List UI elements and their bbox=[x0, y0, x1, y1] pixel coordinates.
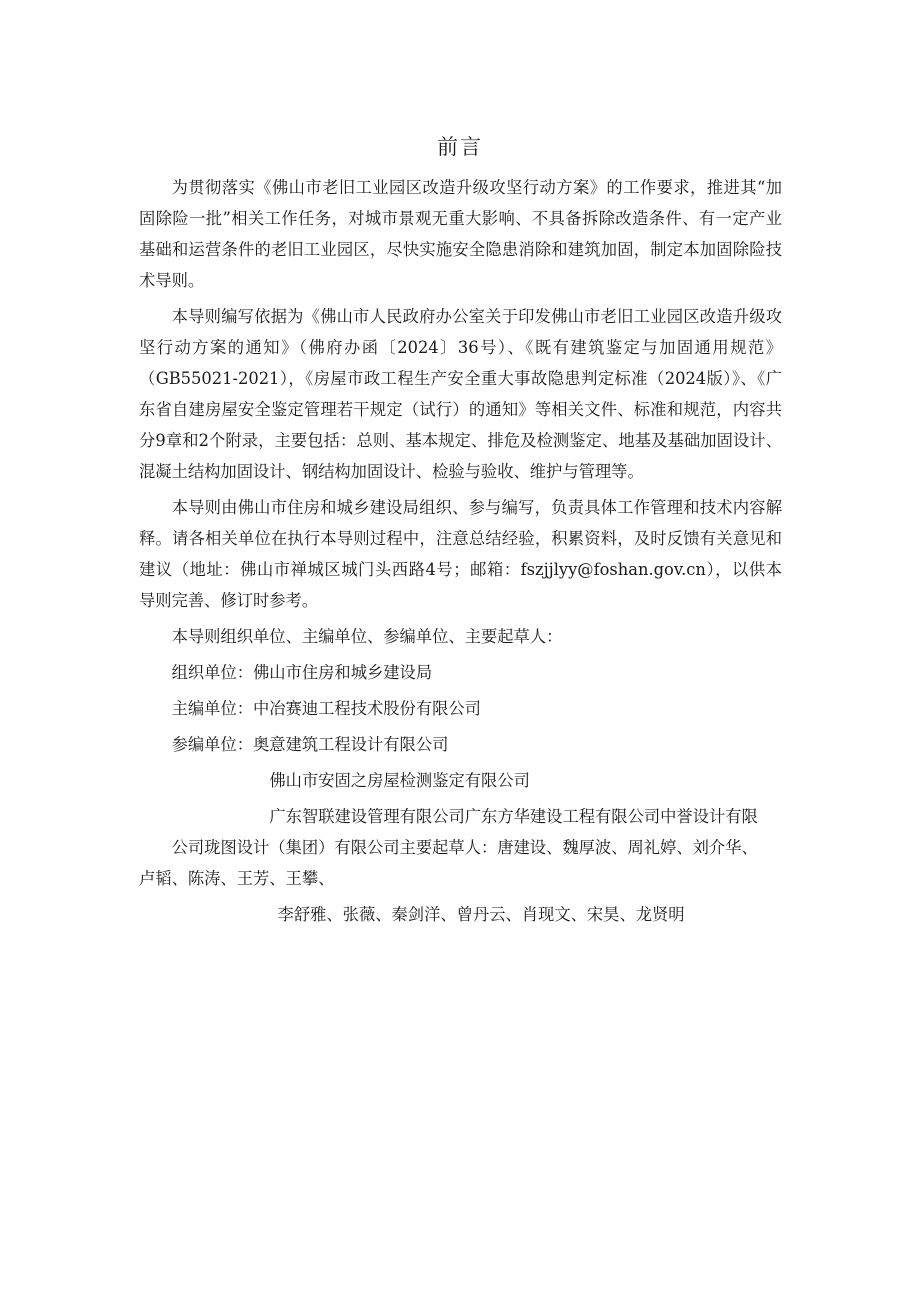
paragraph-basis: 本导则编写依据为《佛山市人民政府办公室关于印发佛山市老旧工业园区改造升级攻坚行动方案的通知》（佛府办函〔2024〕36号）、《既有建筑鉴定与加固通用规范》（GB55021-2021），《房屋市政工程生产安全重大事故隐患判定标准（2024版）》、《广东省自建房屋安全鉴定管理若干规定（试行）的通知》等相关文件、标准和规范，内容共分9章和2个附录，主要包括：总则、基本规定、排危及检测鉴定、地基及基础加固设计、混凝土结构加固设计、钢结构加固设计、检验与验收、维护与管理等。 bbox=[139, 307, 782, 481]
chief-editor-unit: 主编单位：中冶赛迪工程技术股份有限公司 bbox=[171, 699, 481, 718]
paragraph-purpose: 为贯彻落实《佛山市老旧工业园区改造升级攻坚行动方案》的工作要求，推进其“加固除险一批”相关工作任务，对城市景观无重大影响、不具备拆除改造条件、有一定产业基础和运营条件的老旧工业园区，尽快实施安全隐患消除和建筑加固，制定本加固除险技术导则。 bbox=[139, 178, 782, 290]
co-editor-unit-3-line2: 公司珑图设计（集团）有限公司主要起草人：唐建设、魏厚波、周礼婷、刘介华、 bbox=[171, 838, 758, 857]
document-body bbox=[139, 172, 782, 930]
organizer-unit: 组织单位：佛山市住房和城乡建设局 bbox=[171, 663, 433, 682]
paragraph-feedback: 本导则由佛山市住房和城乡建设局组织、参与编写，负责具体工作管理和技术内容解释。请各相关单位在执行本导则过程中，注意总结经验，积累资料，及时反馈有关意见和建议（地址：佛山市禅城区城门头西路4号；邮箱：fszjjlyy@foshan.gov.cn），以供本导则完善、修订时参考。 bbox=[139, 498, 782, 610]
drafters-line4: 李舒雅、张薇、秦剑洋、曾丹云、肖现文、宋昊、龙贤明 bbox=[277, 905, 685, 924]
units-intro: 本导则组织单位、主编单位、参编单位、主要起草人： bbox=[171, 627, 563, 646]
page-title: 前言 bbox=[437, 135, 483, 159]
drafters-line3: 卢韬、陈涛、王芳、王攀、 bbox=[139, 869, 335, 888]
co-editor-unit-2: 佛山市安固之房屋检测鉴定有限公司 bbox=[269, 771, 530, 790]
co-editor-unit: 参编单位：奥意建筑工程设计有限公司 bbox=[171, 735, 449, 754]
co-editor-unit-3-line1: 广东智联建设管理有限公司广东方华建设工程有限公司中誉设计有限 bbox=[269, 807, 758, 826]
